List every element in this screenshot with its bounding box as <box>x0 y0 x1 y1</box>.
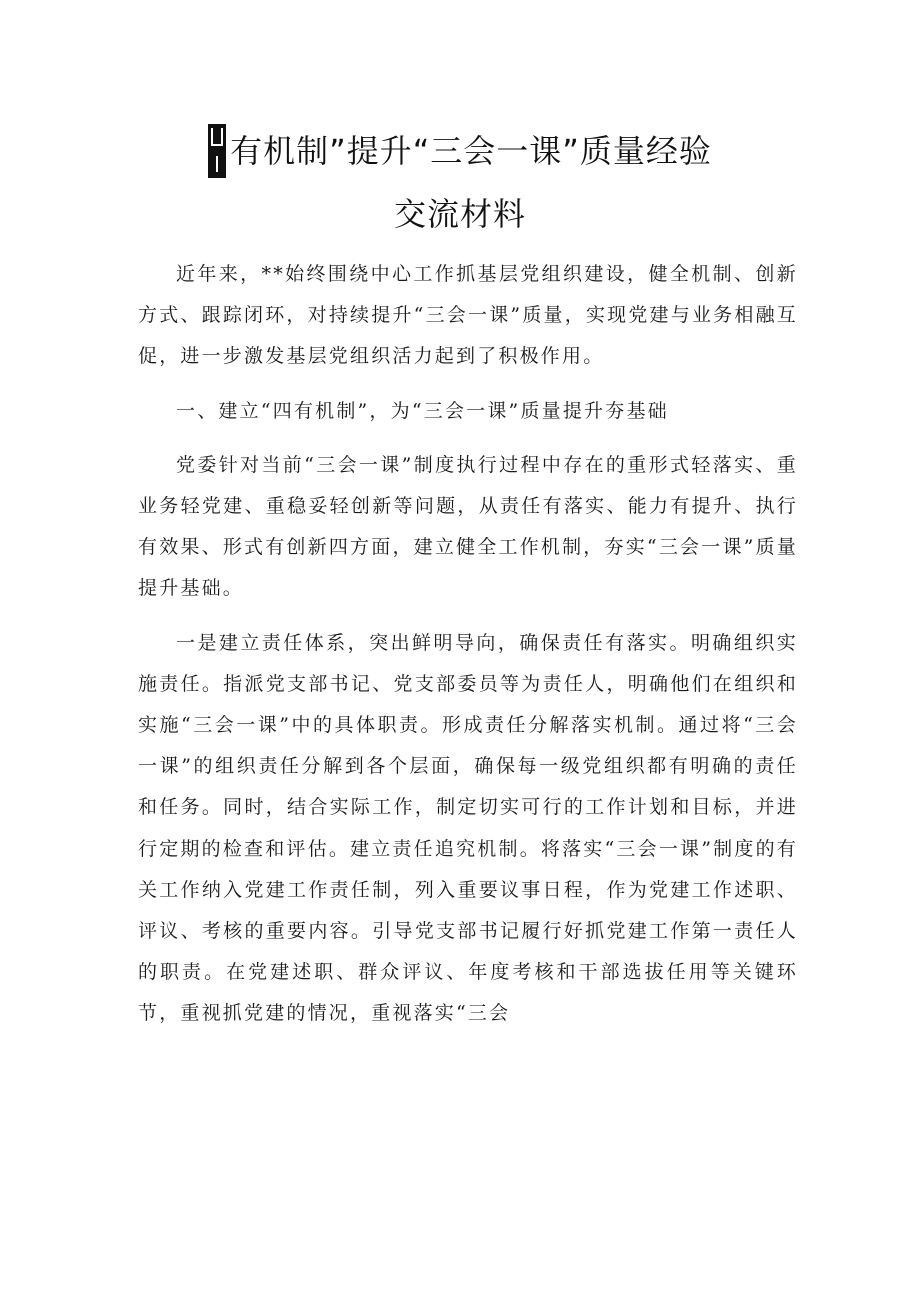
paragraph-overview: 党委针对当前“三会一课”制度执行过程中存在的重形式轻落实、重业务轻党建、重稳妥轻创新等问题，从责任有落实、能力有提升、执行有效果、形式有创新四方面，建立健全工作机制，夯实“三会一课”质量提升基础。 <box>138 453 798 600</box>
title-line-2-row <box>0 190 920 238</box>
obscured-glyph-icon <box>208 124 226 178</box>
document-title <box>0 124 920 238</box>
section-heading: 一、建立“四有机制”，为“三会一课”质量提升夯基础 <box>176 399 669 422</box>
title-line-2: 交流材料 <box>393 195 526 233</box>
paragraph-responsibility: 一是建立责任体系，突出鲜明导向，确保责任有落实。明确组织实施责任。指派党支部书记、党支部委员等为责任人，明确他们在组织和实施“三会一课”中的具体职责。形成责任分解落实机制。通过将“三会一课”的组织责任分解到各个层面，确保每一级党组织都有明确的责任和任务。同时，结合实际工作，制定切实可行的工作计划和目标，并进行定期的检查和评估。建立责任追究机制。将落实“三会一课”制度的有关工作纳入党建工作责任制，列入重要议事日程，作为党建工作述职、评议、考核的重要内容。引导党支部书记履行好抓党建工作第一责任人的职责。在党建述职、群众评议、年度考核和干部选拔任用等关键环节，重视抓党建的情况，重视落实“三会 <box>138 631 798 1025</box>
document-body <box>138 254 798 1035</box>
paragraph-intro: 近年来，**始终围绕中心工作抓基层党组织建设，健全机制、创新方式、跟踪闭环，对持续提升“三会一课”质量，实现党建与业务相融互促，进一步激发基层党组织活力起到了积极作用。 <box>138 263 798 368</box>
title-line-1: 有机制”提升“三会一课”质量经验 <box>230 132 712 170</box>
title-line-1-row <box>0 124 920 178</box>
